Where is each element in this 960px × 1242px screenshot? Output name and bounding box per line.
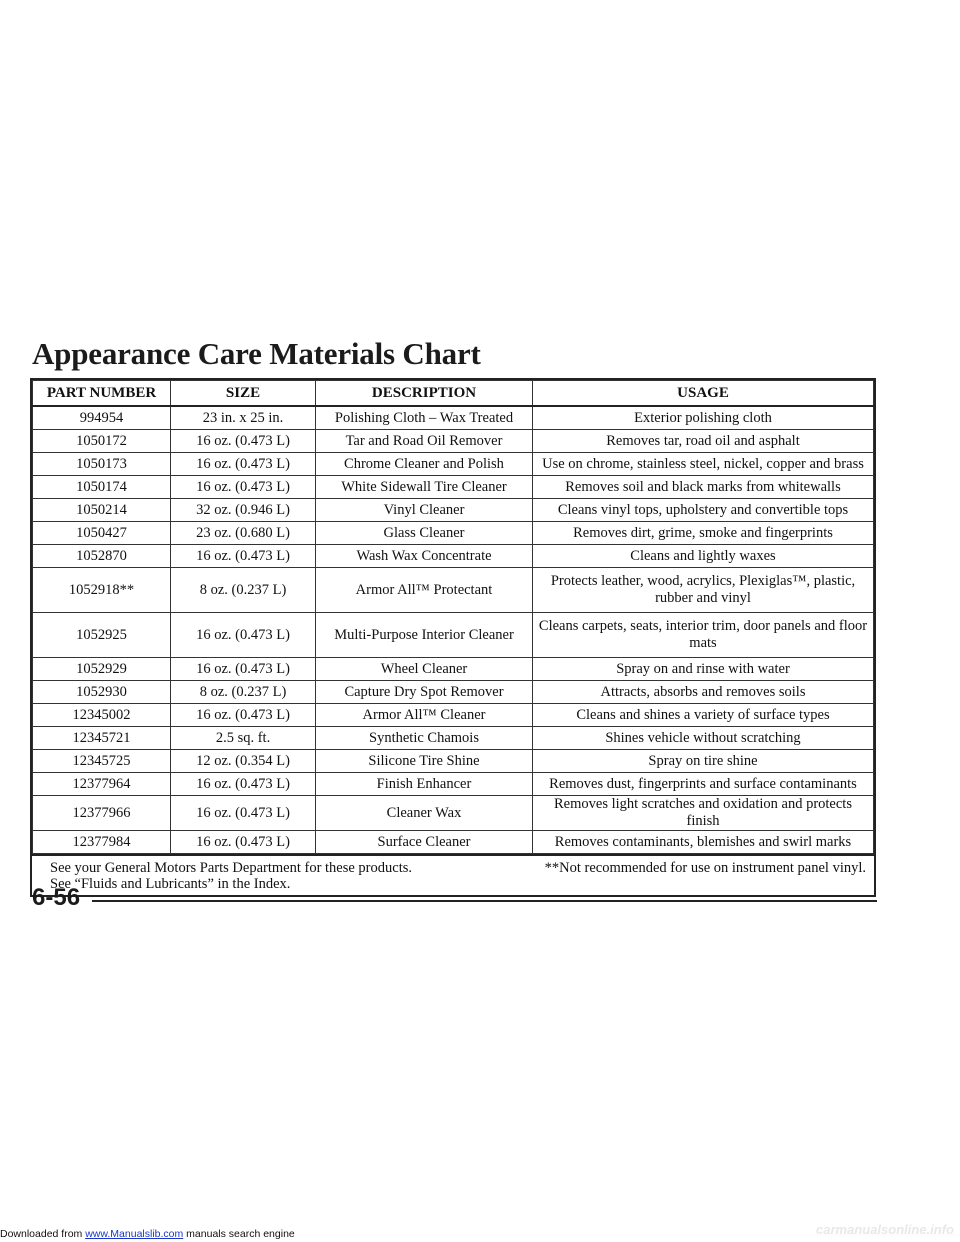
table-row [33,681,874,704]
cell-description: Armor All™ Cleaner [316,704,533,727]
footnote-see-notes [50,860,412,892]
cell-part-number: 12345725 [33,750,171,773]
cell-description: Wheel Cleaner [316,658,533,681]
cell-size: 23 oz. (0.680 L) [171,522,316,545]
table-row [33,453,874,476]
cell-size: 16 oz. (0.473 L) [171,796,316,831]
cell-usage: Cleans carpets, seats, interior trim, door panels and floor mats [533,613,874,658]
cell-usage: Cleans and lightly waxes [533,545,874,568]
cell-part-number: 1052918** [33,568,171,613]
cell-size: 16 oz. (0.473 L) [171,613,316,658]
header-size: SIZE [171,381,316,407]
cell-description: Silicone Tire Shine [316,750,533,773]
cell-size: 16 oz. (0.473 L) [171,831,316,854]
header-part-number: PART NUMBER [33,381,171,407]
cell-part-number: 1050174 [33,476,171,499]
cell-size: 16 oz. (0.473 L) [171,476,316,499]
footnote-line-1: See your General Motors Parts Department for these products. [50,860,412,876]
cell-part-number: 1052925 [33,613,171,658]
table-row [33,522,874,545]
table-row [33,568,874,613]
cell-description: Surface Cleaner [316,831,533,854]
cell-usage: Exterior polishing cloth [533,406,874,430]
table-row [33,750,874,773]
table-row [33,613,874,658]
cell-size: 16 oz. (0.473 L) [171,430,316,453]
page-title: Appearance Care Materials Chart [32,336,481,371]
banner-prefix: Downloaded from [0,1228,86,1240]
cell-usage: Cleans vinyl tops, upholstery and convertible tops [533,499,874,522]
banner-suffix: manuals search engine [183,1228,295,1240]
cell-size: 8 oz. (0.237 L) [171,568,316,613]
cell-usage: Removes dirt, grime, smoke and fingerprints [533,522,874,545]
cell-usage: Removes contaminants, blemishes and swirl marks [533,831,874,854]
footnote-line-2: See “Fluids and Lubricants” in the Index. [50,876,291,892]
cell-part-number: 12377984 [33,831,171,854]
cell-usage: Use on chrome, stainless steel, nickel, copper and brass [533,453,874,476]
table-row [33,545,874,568]
cell-usage: Removes dust, fingerprints and surface contaminants [533,773,874,796]
table-header-row [33,381,874,407]
table-footnote [32,854,874,895]
cell-usage: Spray on and rinse with water [533,658,874,681]
cell-part-number: 994954 [33,406,171,430]
cell-size: 32 oz. (0.946 L) [171,499,316,522]
table-row [33,499,874,522]
cell-size: 2.5 sq. ft. [171,727,316,750]
cell-description: Polishing Cloth – Wax Treated [316,406,533,430]
table-row [33,406,874,430]
page-number: 6-56 [32,884,81,911]
cell-part-number: 12345721 [33,727,171,750]
cell-description: Synthetic Chamois [316,727,533,750]
cell-size: 8 oz. (0.237 L) [171,681,316,704]
footnote-asterisk-note: **Not recommended for use on instrument panel vinyl. [544,860,866,876]
cell-description: Vinyl Cleaner [316,499,533,522]
table-row [33,727,874,750]
table-row [33,773,874,796]
table-row [33,658,874,681]
table-row [33,430,874,453]
cell-usage: Shines vehicle without scratching [533,727,874,750]
cell-size: 16 oz. (0.473 L) [171,453,316,476]
cell-part-number: 1050173 [33,453,171,476]
cell-size: 16 oz. (0.473 L) [171,658,316,681]
cell-usage: Attracts, absorbs and removes soils [533,681,874,704]
cell-size: 16 oz. (0.473 L) [171,773,316,796]
cell-usage: Protects leather, wood, acrylics, Plexiglas™, plastic, rubber and vinyl [533,568,874,613]
cell-usage: Removes soil and black marks from whitewalls [533,476,874,499]
cell-usage: Cleans and shines a variety of surface types [533,704,874,727]
cell-size: 16 oz. (0.473 L) [171,704,316,727]
cell-description: Cleaner Wax [316,796,533,831]
cell-usage: Removes light scratches and oxidation and protects finish [533,796,874,831]
cell-description: Finish Enhancer [316,773,533,796]
appearance-care-chart [30,378,876,897]
cell-description: Wash Wax Concentrate [316,545,533,568]
cell-description: Chrome Cleaner and Polish [316,453,533,476]
footer-rule [92,900,877,902]
table-row [33,704,874,727]
header-description: DESCRIPTION [316,381,533,407]
cell-size: 16 oz. (0.473 L) [171,545,316,568]
cell-size: 12 oz. (0.354 L) [171,750,316,773]
cell-description: Capture Dry Spot Remover [316,681,533,704]
cell-size: 23 in. x 25 in. [171,406,316,430]
cell-part-number: 1052870 [33,545,171,568]
watermark: carmanualsonline.info [816,1222,954,1237]
cell-description: Tar and Road Oil Remover [316,430,533,453]
cell-description: Armor All™ Protectant [316,568,533,613]
cell-part-number: 1050427 [33,522,171,545]
cell-part-number: 12377966 [33,796,171,831]
cell-usage: Removes tar, road oil and asphalt [533,430,874,453]
table-body [33,406,874,854]
cell-description: Glass Cleaner [316,522,533,545]
cell-part-number: 1052929 [33,658,171,681]
cell-part-number: 1050172 [33,430,171,453]
cell-part-number: 12377964 [33,773,171,796]
table-row [33,831,874,854]
cell-part-number: 12345002 [33,704,171,727]
cell-part-number: 1052930 [33,681,171,704]
materials-table [32,380,874,854]
cell-description: Multi-Purpose Interior Cleaner [316,613,533,658]
manualslib-link[interactable]: www.Manualslib.com [85,1228,184,1240]
table-row [33,796,874,831]
header-usage: USAGE [533,381,874,407]
cell-description: White Sidewall Tire Cleaner [316,476,533,499]
cell-usage: Spray on tire shine [533,750,874,773]
cell-part-number: 1050214 [33,499,171,522]
table-row [33,476,874,499]
